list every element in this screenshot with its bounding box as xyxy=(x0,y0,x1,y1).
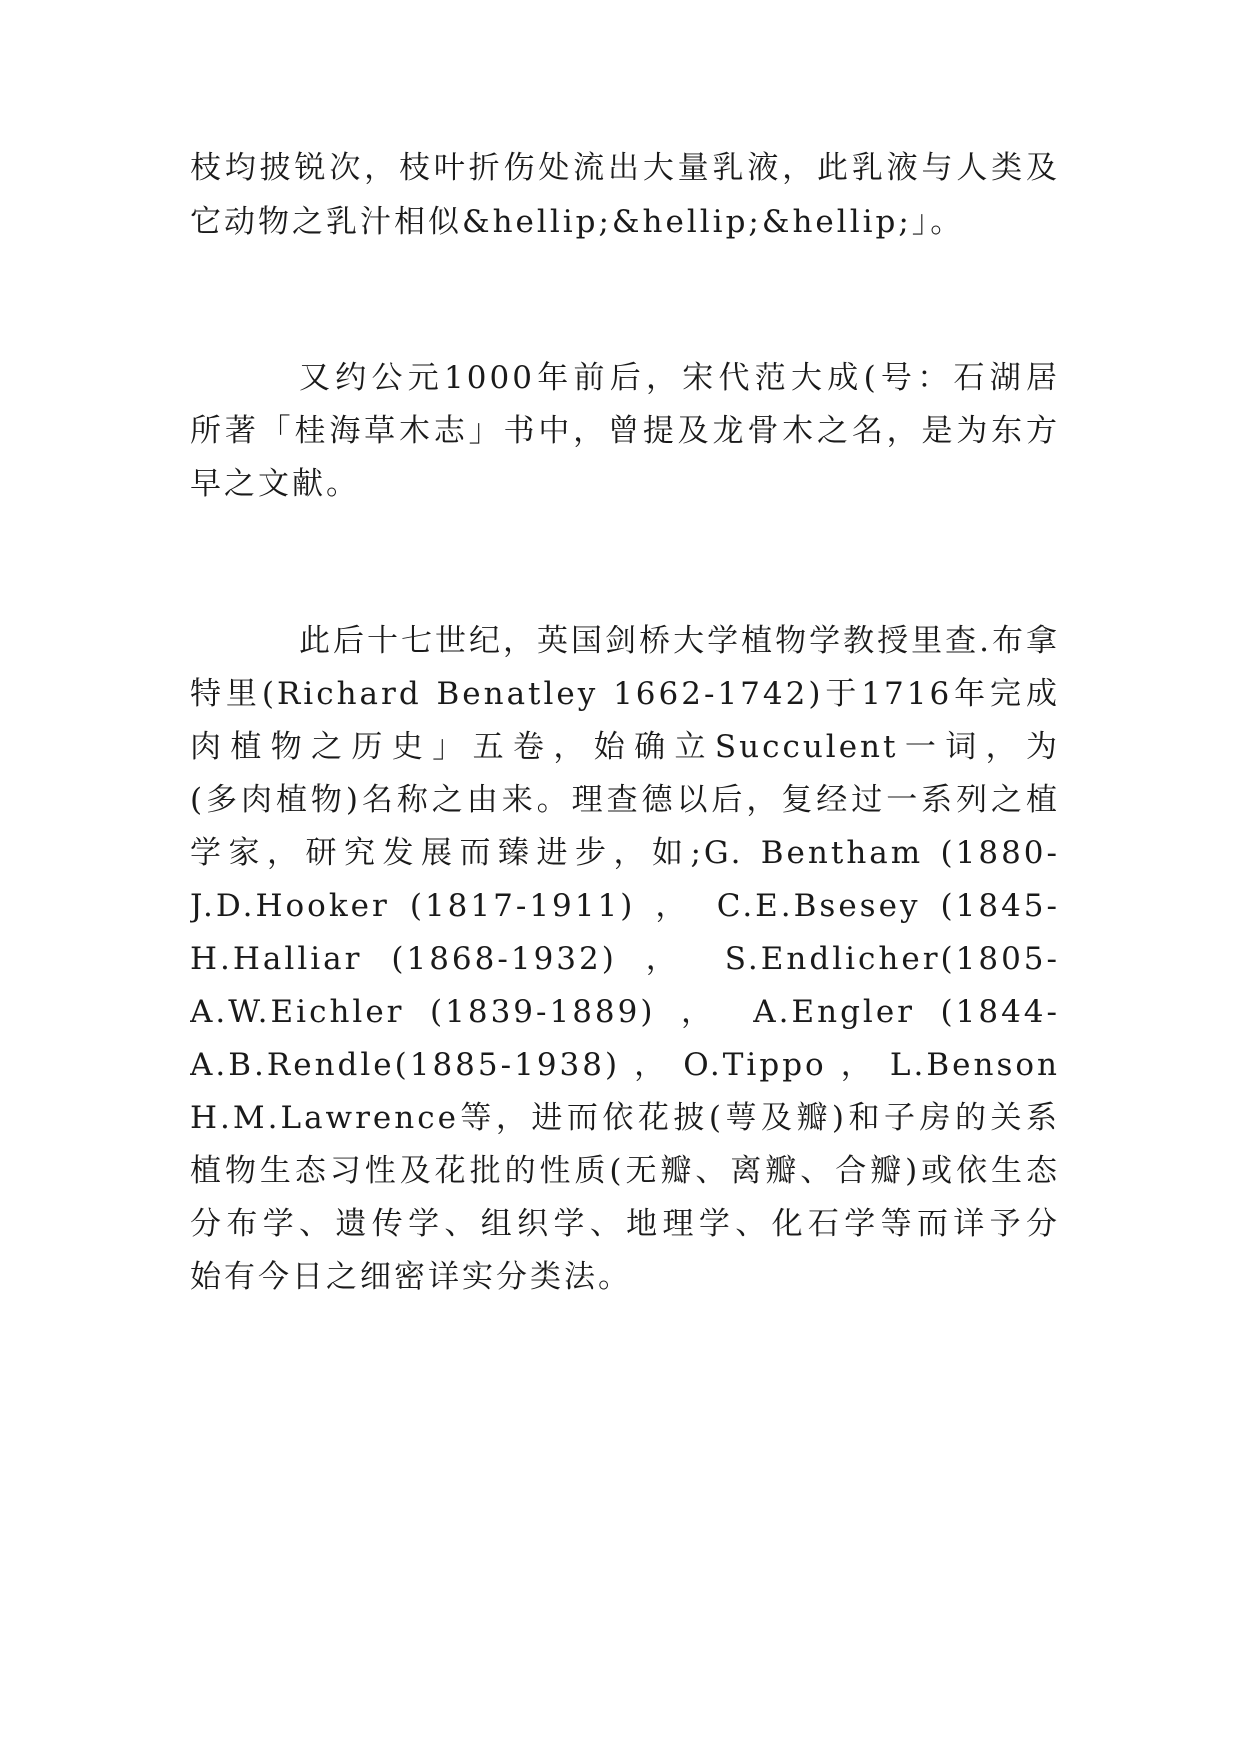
paragraph-3-line-1: 此后十七世纪，英国剑桥大学植物学教授里查.布拿 xyxy=(299,623,1060,659)
paragraph-3-line-5: 学家，研究发展而臻进步，如;G. Bentham (1880- xyxy=(190,835,1060,871)
paragraph-2-line-3: 早之文献。 xyxy=(190,466,360,502)
paragraph-3-line-8: A.W.Eichler (1839-1889) ， A.Engler (1844- xyxy=(190,994,1060,1030)
paragraph-3-line-9: A.B.Rendle(1885-1938) ， O.Tippo ， L.Benson xyxy=(190,1047,1060,1083)
paragraph-3-line-11: 植物生态习性及花批的性质(无瓣、离瓣、合瓣)或依生态 xyxy=(190,1153,1060,1189)
paragraph-2-line-1: 又约公元1000年前后，宋代范大成(号：石湖居 xyxy=(299,360,1060,396)
paragraph-3-line-13: 始有今日之细密详实分类法。 xyxy=(190,1259,632,1295)
paragraph-3-line-4: (多肉植物)名称之由来。理查德以后，复经过一系列之植 xyxy=(190,782,1060,818)
paragraph-3-line-2: 特里(Richard Benatley 1662-1742)于1716年完成 xyxy=(190,676,1060,712)
paragraph-1-line-2: 它动物之乳汁相似&hellip;&hellip;&hellip;」。 xyxy=(190,204,965,240)
paragraph-3-line-7: H.Halliar (1868-1932) ， S.Endlicher(1805- xyxy=(190,941,1060,977)
paragraph-2-line-2: 所著「桂海草木志」书中，曾提及龙骨木之名，是为东方 xyxy=(190,413,1060,449)
paragraph-3-line-6: J.D.Hooker (1817-1911) ， C.E.Bsesey (1845- xyxy=(190,888,1060,924)
paragraph-3-line-3: 肉植物之历史」五卷，始确立Succulent一词，为 xyxy=(190,729,1060,765)
paragraph-1-line-1: 枝均披锐次，枝叶折伤处流出大量乳液，此乳液与人类及 xyxy=(190,150,1060,186)
paragraph-3-line-12: 分布学、遗传学、组织学、地理学、化石学等而详予分 xyxy=(190,1206,1060,1242)
paragraph-3-line-10: H.M.Lawrence等，进而依花披(萼及瓣)和子房的关系 xyxy=(190,1100,1060,1136)
